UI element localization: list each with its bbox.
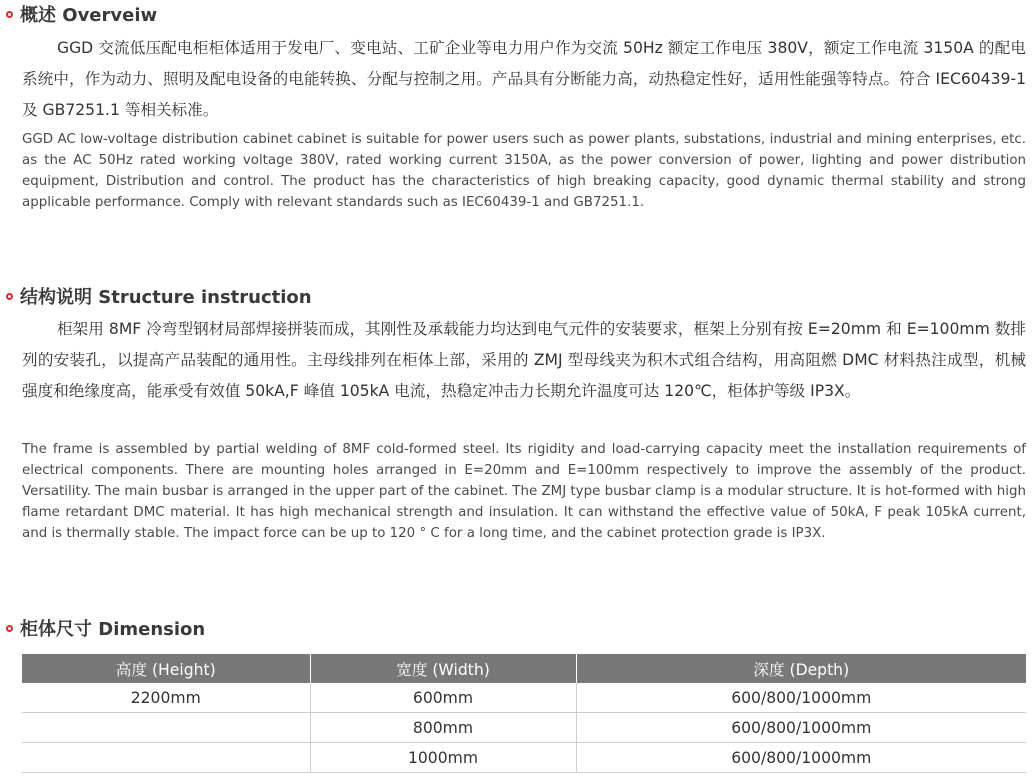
- dimension-heading-text: 柜体尺寸 Dimension: [20, 619, 206, 640]
- table-row: [22, 713, 1026, 743]
- bullet-circle-icon: [6, 625, 13, 632]
- table-cell-depth: 600/800/1000mm: [576, 683, 1026, 713]
- table-cell-width: 800mm: [310, 713, 576, 743]
- structure-zh-paragraph: 柜架用 8MF 冷弯型钢材局部焊接拼装而成，其刚性及承载能力均达到电气元件的安装要求，框架上分别有按 E=20mm 和 E=100mm 数排列的安装孔，以提高产品装配的通用性。主母线排列在柜体上部，采用的 ZMJ 型母线夹为积木式组合结构，用高阻燃 DMC 材料热注成型，机械强度和绝缘度高，能承受有效值 50kA,F 峰值 105kA 电流，热稳定冲击力长期允许温度可达 120℃，柜体护等级 IP3X。: [22, 320, 1026, 400]
- dimension-heading: [6, 615, 205, 641]
- table-cell-width: 1000mm: [310, 743, 576, 773]
- table-cell-depth: 600/800/1000mm: [576, 743, 1026, 773]
- table-header-row: [22, 654, 1026, 683]
- table-row: [22, 683, 1026, 713]
- table-row: [22, 743, 1026, 773]
- bullet-circle-icon: [6, 11, 13, 18]
- dimension-table: [22, 654, 1026, 773]
- structure-heading: [6, 283, 312, 309]
- bullet-circle-icon: [6, 293, 13, 300]
- table-cell-height: 2200mm: [22, 683, 310, 713]
- structure-heading-text: 结构说明 Structure instruction: [20, 287, 312, 308]
- overview-heading: [6, 1, 157, 27]
- column-header-height: 高度 (Height): [22, 654, 310, 683]
- overview-heading-text: 概述 Overveiw: [20, 5, 158, 26]
- table-cell-depth: 600/800/1000mm: [576, 713, 1026, 743]
- column-header-depth: 深度 (Depth): [576, 654, 1026, 683]
- structure-en-paragraph: The frame is assembled by partial welding of 8MF cold-formed steel. Its rigidity and load-carrying capacity meet the installation requirements of electrical components. There are mounting holes arranged in E=20mm and E=100mm respectively to improve the assembly of the product. Versatility. The main busbar is arranged in the upper part of the cabinet. The ZMJ type busbar clamp is a modular structure. It is hot-formed with high flame retardant DMC material. It has high mechanical strength and insulation. It can withstand the effective value of 50kA, F peak 105kA current, and is thermally stable. The impact force can be up to 120 ° C for a long time, and the cabinet protection grade is IP3X.: [22, 442, 1026, 541]
- overview-en-paragraph: GGD AC low-voltage distribution cabinet cabinet is suitable for power users such as power plants, substations, industrial and mining enterprises, etc. as the AC 50Hz rated working voltage 380V, rated working current 3150A, as the power conversion of power, lighting and power distribution equipment, Distribution and control. The product has the characteristics of high breaking capacity, good dynamic thermal stability and strong applicable performance. Comply with relevant standards such as IEC60439-1 and GB7251.1.: [22, 132, 1026, 210]
- table-cell-width: 600mm: [310, 683, 576, 713]
- overview-zh-paragraph: GGD 交流低压配电柜柜体适用于发电厂、变电站、工矿企业等电力用户作为交流 50Hz 额定工作电压 380V，额定工作电流 3150A 的配电系统中，作为动力、照明及配电设备的电能转换、分配与控制之用。产品具有分断能力高，动热稳定性好，适用性能强等特点。符合 IEC60439-1 及 GB7251.1 等相关标准。: [22, 39, 1026, 119]
- table-cell-height: [22, 743, 310, 773]
- table-cell-height: [22, 713, 310, 743]
- column-header-width: 宽度 (Width): [310, 654, 576, 683]
